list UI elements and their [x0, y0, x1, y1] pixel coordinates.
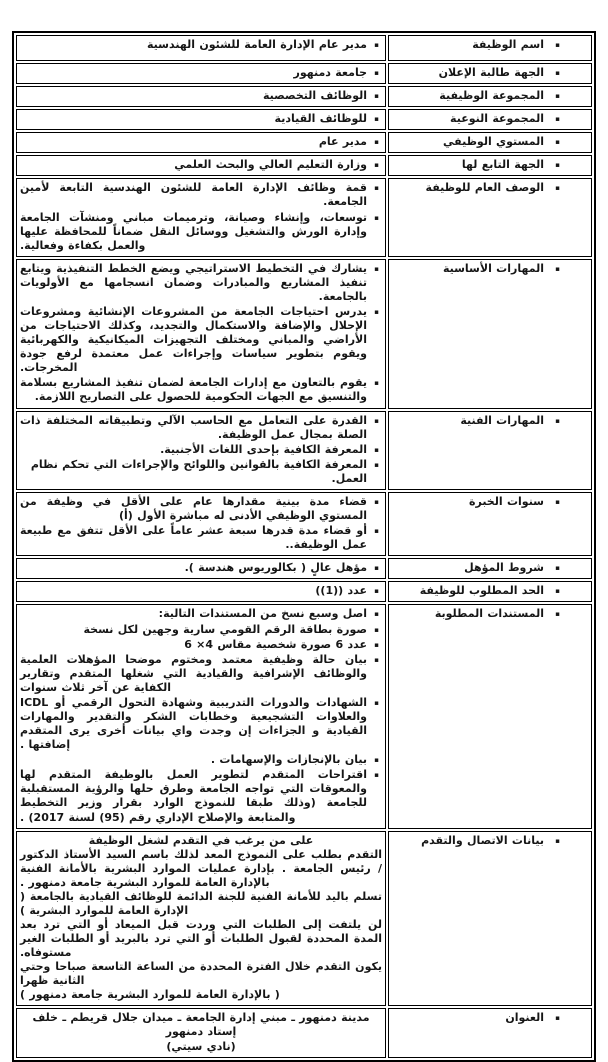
row-label-cell	[388, 259, 592, 409]
row-label-cell	[388, 86, 592, 107]
table-row	[16, 109, 592, 130]
table-row	[16, 155, 592, 176]
row-label	[392, 1011, 588, 1025]
value-text: أو قضاء مدة قدرها سبعة عشر عاماً على الأقل تتفق مع طبيعة عمل الوظيفة..	[20, 524, 367, 552]
row-value-cell	[16, 259, 386, 409]
row-label-cell	[388, 178, 592, 256]
bullet-icon: ▪	[555, 836, 560, 845]
value-text: جامعة دمنهور	[293, 66, 367, 79]
table-row	[16, 581, 592, 602]
row-label-cell	[388, 581, 592, 602]
address-line: (نادي سيتي)	[166, 1040, 236, 1054]
row-value-cell	[16, 109, 386, 130]
contact-paragraph: يكون التقدم خلال الفترة المحددة من الساعة التاسعة صباحا وحتي الثانية ظهرا	[20, 960, 382, 988]
table-row	[16, 492, 592, 556]
row-value-cell	[16, 86, 386, 107]
bullet-icon: ▪	[555, 416, 560, 425]
row-value-cell	[16, 581, 386, 602]
row-value-cell	[16, 63, 386, 84]
bullet-icon: ▪	[374, 264, 379, 273]
value-item	[20, 768, 382, 824]
bullet-icon: ▪	[374, 698, 379, 707]
job-announcement-table	[12, 31, 596, 1062]
bullet-icon: ▪	[374, 184, 379, 193]
value-item	[20, 135, 382, 149]
bullet-icon: ▪	[374, 92, 379, 101]
value-text: مدير عام	[318, 135, 367, 149]
label-text: العنوان	[505, 1010, 544, 1024]
table-row	[16, 35, 592, 61]
row-label	[392, 262, 588, 276]
table-row	[16, 259, 592, 409]
value-text: للوظائف القيادية	[274, 112, 367, 126]
label-text: المستوي الوظيفي	[443, 135, 544, 149]
row-label	[392, 158, 588, 172]
row-label-cell	[388, 411, 592, 490]
bullet-icon: ▪	[374, 379, 379, 388]
row-value-cell	[16, 831, 386, 1006]
value-item	[20, 66, 382, 80]
label-text: المستندات المطلوبة	[434, 607, 544, 621]
row-value-cell	[16, 604, 386, 828]
value-text: اصل وسبع نسخ من المستندات التالية:	[158, 607, 367, 621]
row-label	[392, 414, 588, 428]
row-label-cell	[388, 558, 592, 579]
table-row	[16, 604, 592, 828]
row-value-cell	[16, 178, 386, 256]
bullet-icon: ▪	[374, 610, 379, 619]
value-text: وزارة التعليم العالي والبحث العلمي	[174, 158, 367, 172]
row-label-cell	[388, 132, 592, 153]
bullet-icon: ▪	[374, 497, 379, 506]
row-label-cell	[388, 35, 592, 61]
label-text: بيانات الاتصال والتقدم	[421, 833, 544, 847]
bullet-icon: ▪	[555, 41, 560, 49]
bullet-icon: ▪	[555, 92, 560, 101]
table-row	[16, 831, 592, 1006]
bullet-icon: ▪	[555, 138, 560, 147]
row-label	[392, 561, 588, 575]
value-text: بيان حالة وظيفية معتمد ومختوم موضحا المؤهلات العلمية والوظائف الإشرافية والقيادية التي شغلها المتقدم وتقارير الكفاية عن آخر ثلاث سنوات	[20, 652, 367, 694]
contact-paragraph: على من يرغب في التقدم لشغل الوظيفة	[88, 833, 314, 847]
value-item	[20, 584, 382, 598]
row-label-cell	[388, 63, 592, 84]
table-row	[16, 1008, 592, 1059]
contact-paragraph: ( بالإدارة العامة للموارد البشرية جامعة دمنهور )	[20, 988, 280, 1002]
value-text: يشارك في التخطيط الاستراتيجي ويضع الخطط التنفيذية ويتابع تنفيذ المشاريع والمبادرات وضمان انسجامها مع الأولويات بالجامعة.	[20, 261, 367, 303]
bullet-icon: ▪	[374, 445, 379, 454]
row-label	[392, 38, 588, 52]
bullet-icon: ▪	[555, 497, 560, 506]
value-item	[20, 524, 382, 552]
row-label	[392, 89, 588, 103]
bullet-icon: ▪	[374, 416, 379, 425]
value-text: القدرة على التعامل مع الحاسب الآلي وتطبيقاته المختلفة ذات الصلة بمجال عمل الوظيفة.	[20, 413, 367, 441]
bullet-icon: ▪	[555, 610, 560, 619]
value-text: الوظائف التخصصية	[262, 89, 367, 103]
bullet-icon: ▪	[374, 308, 379, 317]
row-label-cell	[388, 155, 592, 176]
label-text: الحد المطلوب للوظيفة	[419, 584, 544, 598]
bullet-icon: ▪	[555, 1013, 560, 1022]
bullet-icon: ▪	[374, 41, 379, 49]
value-item	[20, 696, 382, 752]
value-text: مدير عام الإدارة العامة للشئون الهندسية	[147, 38, 367, 51]
bullet-icon: ▪	[555, 587, 560, 596]
row-label-cell	[388, 492, 592, 556]
contact-paragraph: التقدم بطلب على النموذج المعد لذلك باسم السيد الأستاذ الدكتور / رئيس الجامعة . بإدارة عمليات الموارد البشرية بالأمانة الفنية بالإدارة العامة للموارد البشرية جامعة دمنهور .	[20, 847, 382, 889]
bullet-icon: ▪	[555, 69, 560, 77]
row-label	[392, 607, 588, 621]
contact-paragraph: لن يلتفت إلى الطلبات التي وردت قبل الميعاد أو التي ترد بعد المدة المحددة لقبول الطلبات أو التي ترد بالبريد أو الطلبات الغير مستوفاه.	[20, 918, 382, 960]
bullet-icon: ▪	[374, 625, 379, 634]
value-text: بيان بالإنجازات والإسهامات .	[210, 753, 367, 767]
value-item	[20, 376, 382, 404]
row-label-cell	[388, 604, 592, 828]
bullet-icon: ▪	[374, 138, 379, 147]
bullet-icon: ▪	[374, 69, 379, 77]
table-row	[16, 178, 592, 256]
bullet-icon: ▪	[374, 640, 379, 649]
value-item	[20, 158, 382, 172]
value-item	[20, 414, 382, 442]
bullet-icon: ▪	[374, 564, 379, 573]
value-text: يدرس احتياجات الجامعة من المشروعات الإنشائية ومشروعات الإحلال والإضافة والاستكمال والتجديد، وكذلك الاحتياجات من الأراضي والمباني ومختلف التجهيزات الميكانيكية والكهربائية ويقوم بتطوير سياسات وإجراءات عمل معتمدة لرفع جودة المخرجات.	[20, 305, 367, 375]
row-label	[392, 112, 588, 126]
value-text: المعرفة الكافية بإحدى اللغات الأجنبية.	[160, 442, 367, 456]
row-value-cell	[16, 411, 386, 490]
bullet-icon: ▪	[555, 161, 560, 170]
value-item	[20, 638, 382, 652]
label-text: شروط المؤهل	[464, 561, 544, 575]
bullet-icon: ▪	[374, 771, 379, 780]
bullet-icon: ▪	[555, 564, 560, 573]
table-row	[16, 63, 592, 84]
value-text: الشهادات والدورات التدريبية وشهادة التحول الرقمي أو ICDL والعلاوات التشجيعية وخطابات الشكر والتقدير والمهارات القيادية و الجزاءات إن وجدت واي بيانات أخرى يرى المتقدم إضافتها .	[20, 695, 367, 752]
bullet-icon: ▪	[374, 213, 379, 222]
row-label	[392, 66, 588, 80]
row-value-cell	[16, 558, 386, 579]
value-item	[20, 443, 382, 457]
value-text: عدد 6 صورة شخصية مقاس 4× 6	[184, 637, 367, 651]
bullet-icon: ▪	[555, 115, 560, 124]
value-item	[20, 262, 382, 304]
row-label	[392, 135, 588, 149]
value-item	[20, 561, 382, 575]
value-item	[20, 112, 382, 126]
value-item	[20, 181, 382, 209]
value-text: توسعات، وإنشاء وصيانة، وترميمات مباني ومنشآت الجامعة وإدارة الورش والتشغيل ووسائل النقل ضماناً للمحافظة عليها والعمل بكفاءة وفعالية.	[20, 210, 367, 252]
value-item	[20, 607, 382, 621]
row-value-cell	[16, 1008, 386, 1059]
label-text: المجموعة الوظيفية	[439, 89, 544, 103]
row-label-cell	[388, 831, 592, 1006]
row-label-cell	[388, 109, 592, 130]
value-item	[20, 495, 382, 523]
bullet-icon: ▪	[374, 756, 379, 765]
bullet-icon: ▪	[555, 264, 560, 273]
row-label	[392, 181, 588, 195]
bullet-icon: ▪	[374, 460, 379, 469]
label-text: المجموعة النوعية	[450, 112, 544, 126]
bullet-icon: ▪	[374, 161, 379, 170]
contact-paragraph: تسلم باليد للأمانة الفنية للجنة الدائمة للوظائف القيادية بالجامعة ( الإدارة العامة للموارد البشرية )	[20, 889, 382, 917]
row-value-cell	[16, 132, 386, 153]
label-text: المهارات الفنية	[460, 413, 544, 427]
value-item	[20, 458, 382, 486]
label-text: الجهة التابع لها	[461, 158, 544, 172]
table-row	[16, 86, 592, 107]
row-label	[392, 584, 588, 598]
bullet-icon: ▪	[374, 527, 379, 536]
value-item	[20, 89, 382, 103]
value-text: اقتراحات المتقدم لتطوير العمل بالوظيفة المتقدم لها والمعوقات التي تواجه الجامعة وطرق حلها والرؤية المستقبلية للجامعة (وذلك طبقا للنموذج الوارد بقرار وزير التخطيط والمتابعة والإصلاح الإداري رقم (95) لسنة 2017) .	[20, 768, 367, 824]
row-label	[392, 834, 588, 848]
row-label	[392, 495, 588, 509]
label-text: الوصف العام للوظيفة	[425, 181, 544, 195]
bullet-icon: ▪	[374, 115, 379, 124]
value-text: مؤهل عالٍ ( بكالوريوس هندسة ).	[184, 561, 367, 575]
table-row	[16, 411, 592, 490]
bullet-icon: ▪	[374, 587, 379, 596]
value-item	[20, 211, 382, 253]
value-item	[20, 38, 382, 52]
value-text: يقوم بالتعاون مع إدارات الجامعة لضمان تنفيذ المشاريع بسلامة والتنسيق مع الجهات الحكومية للحصول على التصاريح اللازمة.	[20, 376, 367, 404]
label-text: سنوات الخبرة	[468, 494, 544, 508]
row-value-cell	[16, 492, 386, 556]
label-text: المهارات الأساسية	[442, 261, 544, 275]
bullet-icon: ▪	[374, 655, 379, 664]
value-text: المعرفة الكافية بالقوانين واللوائح والإجراءات التي تحكم نظام العمل.	[30, 457, 367, 485]
value-item	[20, 753, 382, 767]
bullet-icon: ▪	[555, 184, 560, 193]
label-text: الجهة طالبة الإعلان	[438, 66, 544, 79]
value-text: عدد ((1))	[315, 584, 367, 598]
value-item	[20, 653, 382, 695]
value-item	[20, 305, 382, 375]
label-text: اسم الوظيفة	[472, 38, 544, 51]
table-row	[16, 558, 592, 579]
row-value-cell	[16, 35, 386, 61]
value-text: قضاء مدة بينية مقدارها عام على الأقل في وظيفة من المستوي الوظيفي الأدنى له مباشرة الأول (أ)	[20, 494, 367, 523]
table-row	[16, 132, 592, 153]
row-value-cell	[16, 155, 386, 176]
value-text: صورة بطاقة الرقم القومي سارية وجهين لكل نسخة	[83, 622, 367, 636]
value-item	[20, 623, 382, 637]
address-line: مدينة دمنهور ـ مبني إدارة الجامعة ـ ميدان جلال قريطم ـ خلف إستاد دمنهور	[32, 1010, 370, 1039]
value-text: قمة وظائف الإدارة العامة للشئون الهندسية التابعة لأمين الجامعة.	[20, 181, 367, 209]
row-label-cell	[388, 1008, 592, 1059]
